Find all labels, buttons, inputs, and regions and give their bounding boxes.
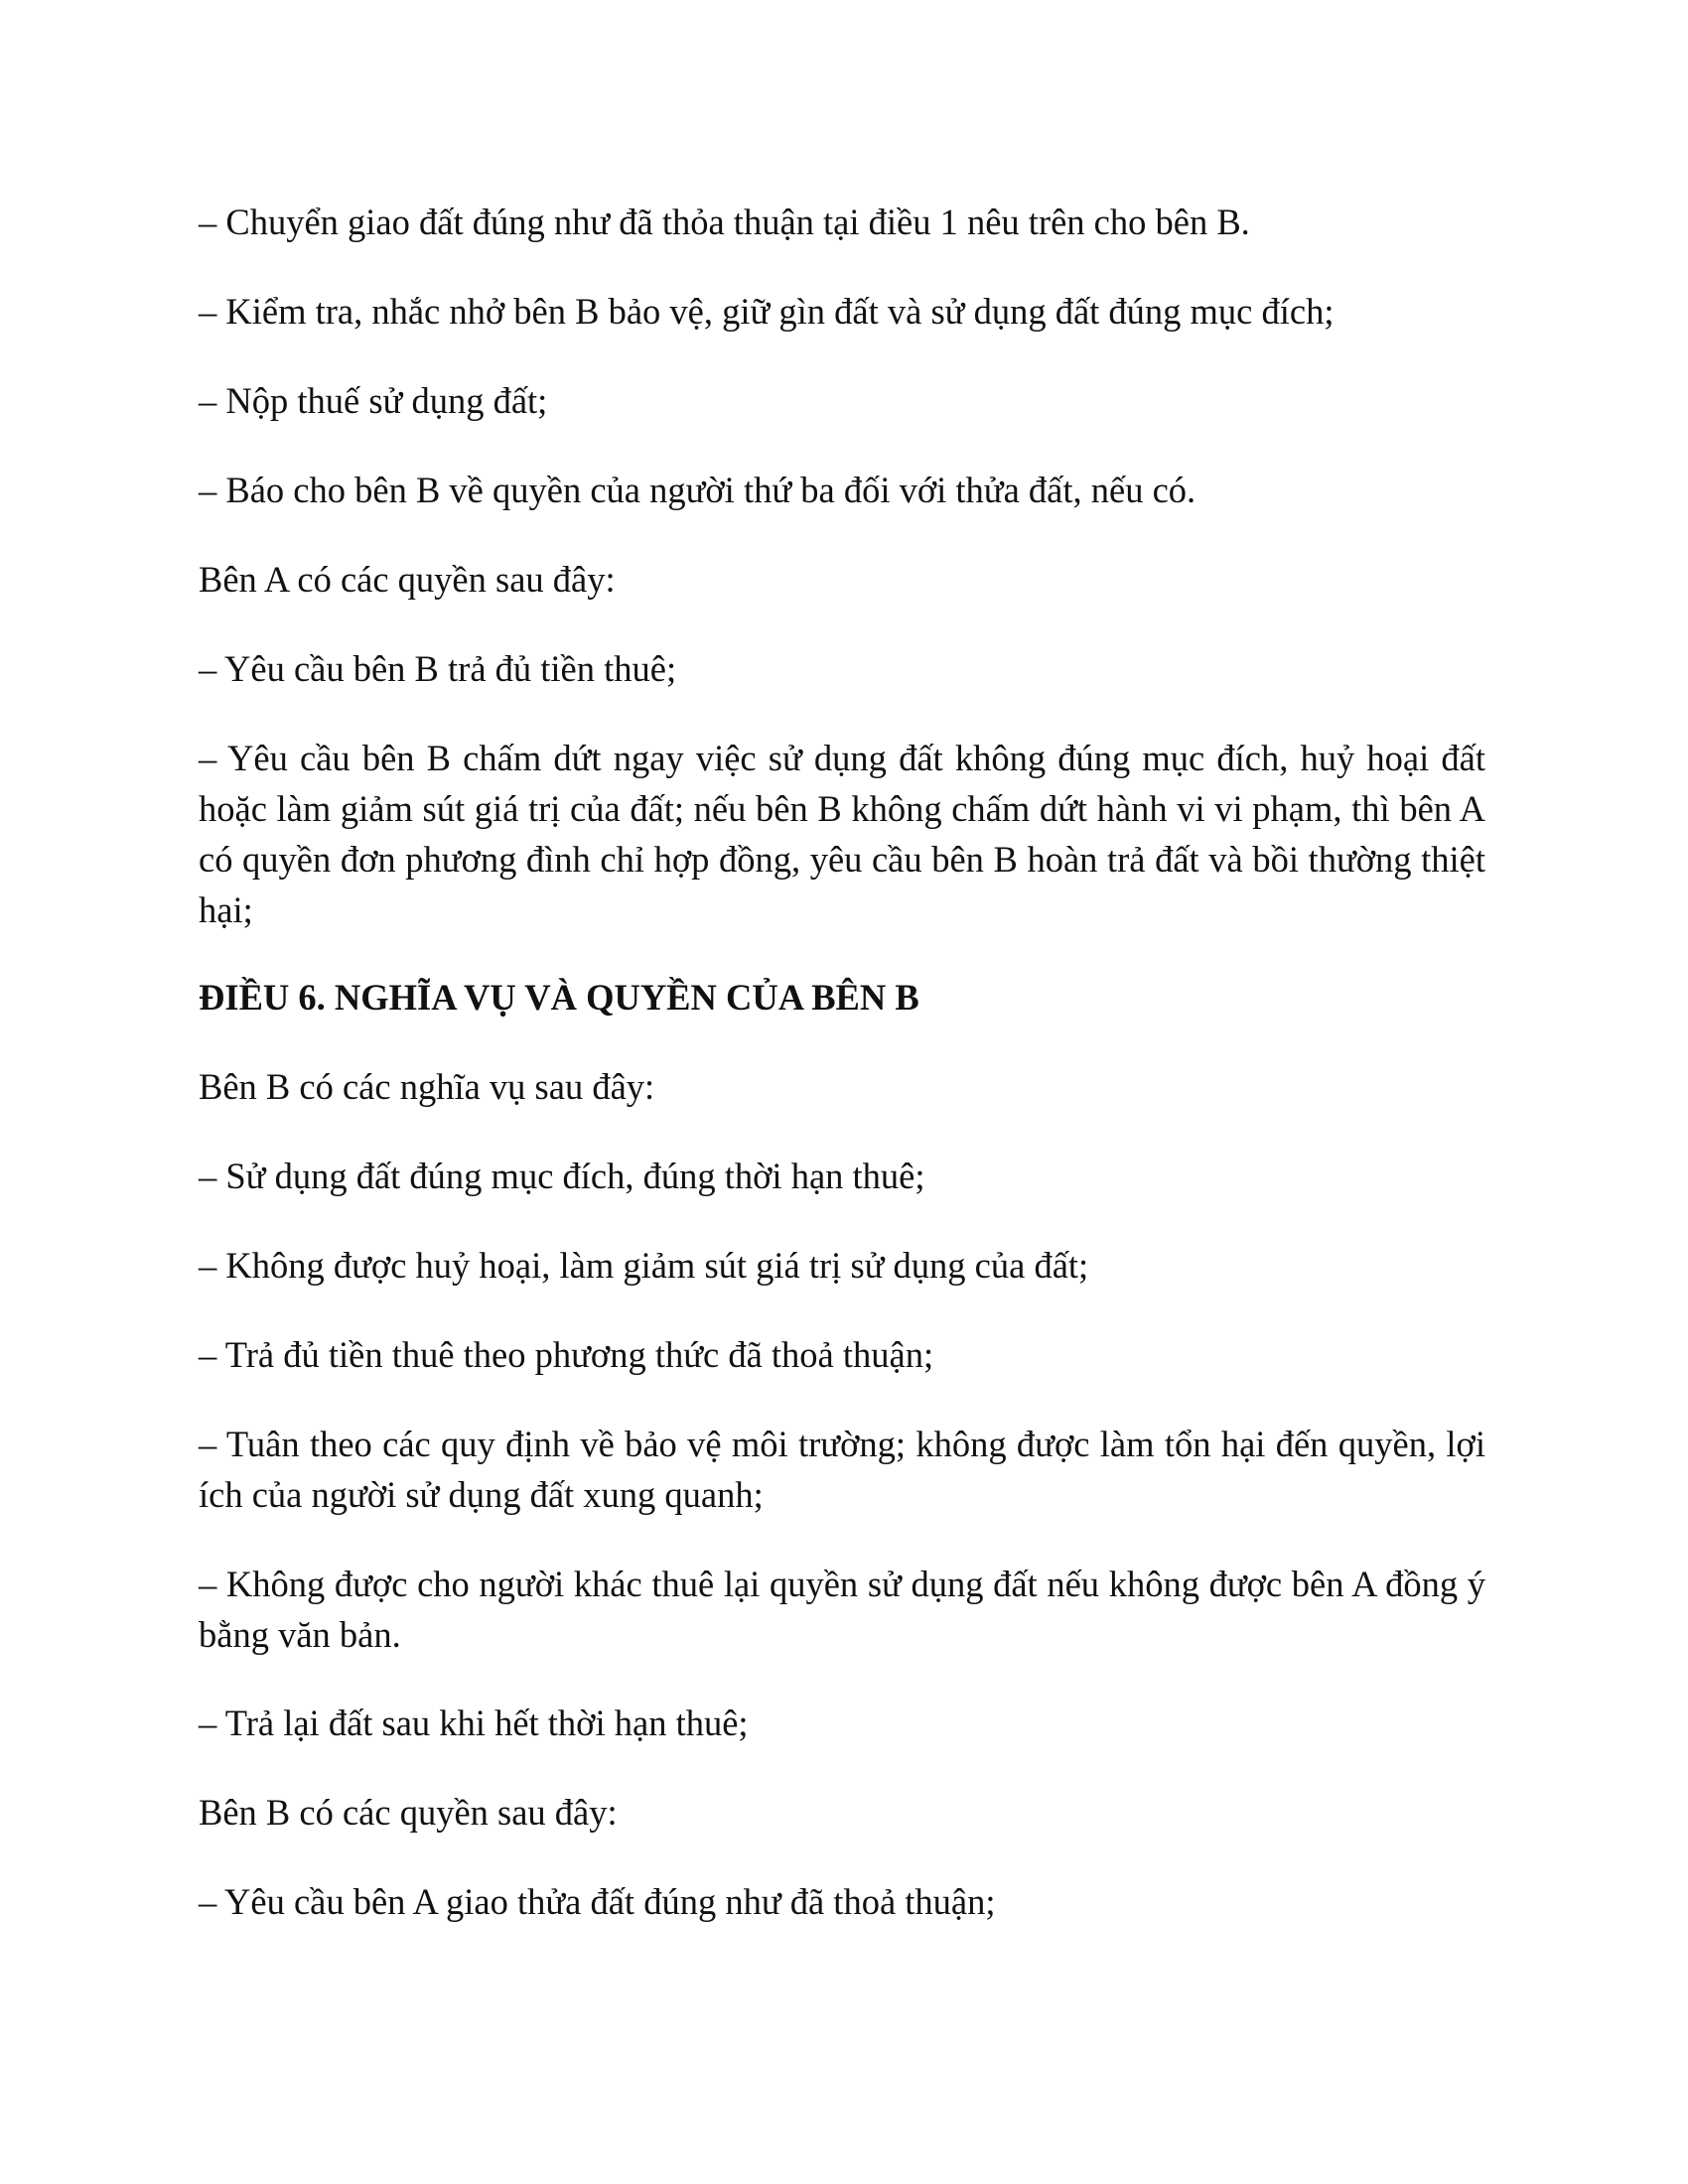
paragraph-obligation-notify-third-party: – Báo cho bên B về quyền của người thứ ba đối với thửa đất, nếu có.: [199, 470, 1196, 510]
paragraph-right-terminate-misuse: – Yêu cầu bên B chấm dứt ngay việc sử dụng đất không đúng mục đích, huỷ hoại đất hoặc làm giảm sút giá trị của đất; nếu bên B không chấm dứt hành vi vi phạm, thì bên A có quyền đơn phương đình chỉ hợp đồng, yêu cầu bên B hoàn trả đất và bồi thường thiệt hại;: [199, 738, 1485, 930]
paragraph-obligation-pay-tax: – Nộp thuế sử dụng đất;: [199, 380, 548, 421]
paragraph-b-no-sublease: – Không được cho người khác thuê lại quyền sử dụng đất nếu không được bên A đồng ý bằng văn bản.: [199, 1564, 1485, 1655]
section-heading-article-6: ĐIỀU 6. NGHĨA VỤ VÀ QUYỀN CỦA BÊN B: [199, 977, 919, 1018]
paragraph-obligation-transfer-land: – Chuyển giao đất đúng như đã thỏa thuận tại điều 1 nêu trên cho bên B.: [199, 202, 1250, 242]
paragraph-b-no-damage: – Không được huỷ hoại, làm giảm sút giá trị sử dụng của đất;: [199, 1245, 1089, 1286]
paragraph-party-b-rights-intro: Bên B có các quyền sau đây:: [199, 1792, 618, 1833]
paragraph-obligation-inspect: – Kiểm tra, nhắc nhở bên B bảo vệ, giữ gìn đất và sử dụng đất đúng mục đích;: [199, 291, 1335, 332]
paragraph-right-demand-rent: – Yêu cầu bên B trả đủ tiền thuê;: [199, 648, 677, 689]
paragraph-b-pay-rent: – Trả đủ tiền thuê theo phương thức đã thoả thuận;: [199, 1334, 934, 1375]
paragraph-b-use-land-properly: – Sử dụng đất đúng mục đích, đúng thời hạn thuê;: [199, 1156, 925, 1196]
paragraph-party-a-rights-intro: Bên A có các quyền sau đây:: [199, 559, 616, 600]
paragraph-party-b-obligations-intro: Bên B có các nghĩa vụ sau đây:: [199, 1066, 655, 1107]
paragraph-b-right-receive-land: – Yêu cầu bên A giao thửa đất đúng như đã thoả thuận;: [199, 1881, 996, 1922]
paragraph-b-return-land: – Trả lại đất sau khi hết thời hạn thuê;: [199, 1703, 749, 1743]
paragraph-b-environment: – Tuân theo các quy định về bảo vệ môi trường; không được làm tổn hại đến quyền, lợi ích của người sử dụng đất xung quanh;: [199, 1424, 1485, 1515]
